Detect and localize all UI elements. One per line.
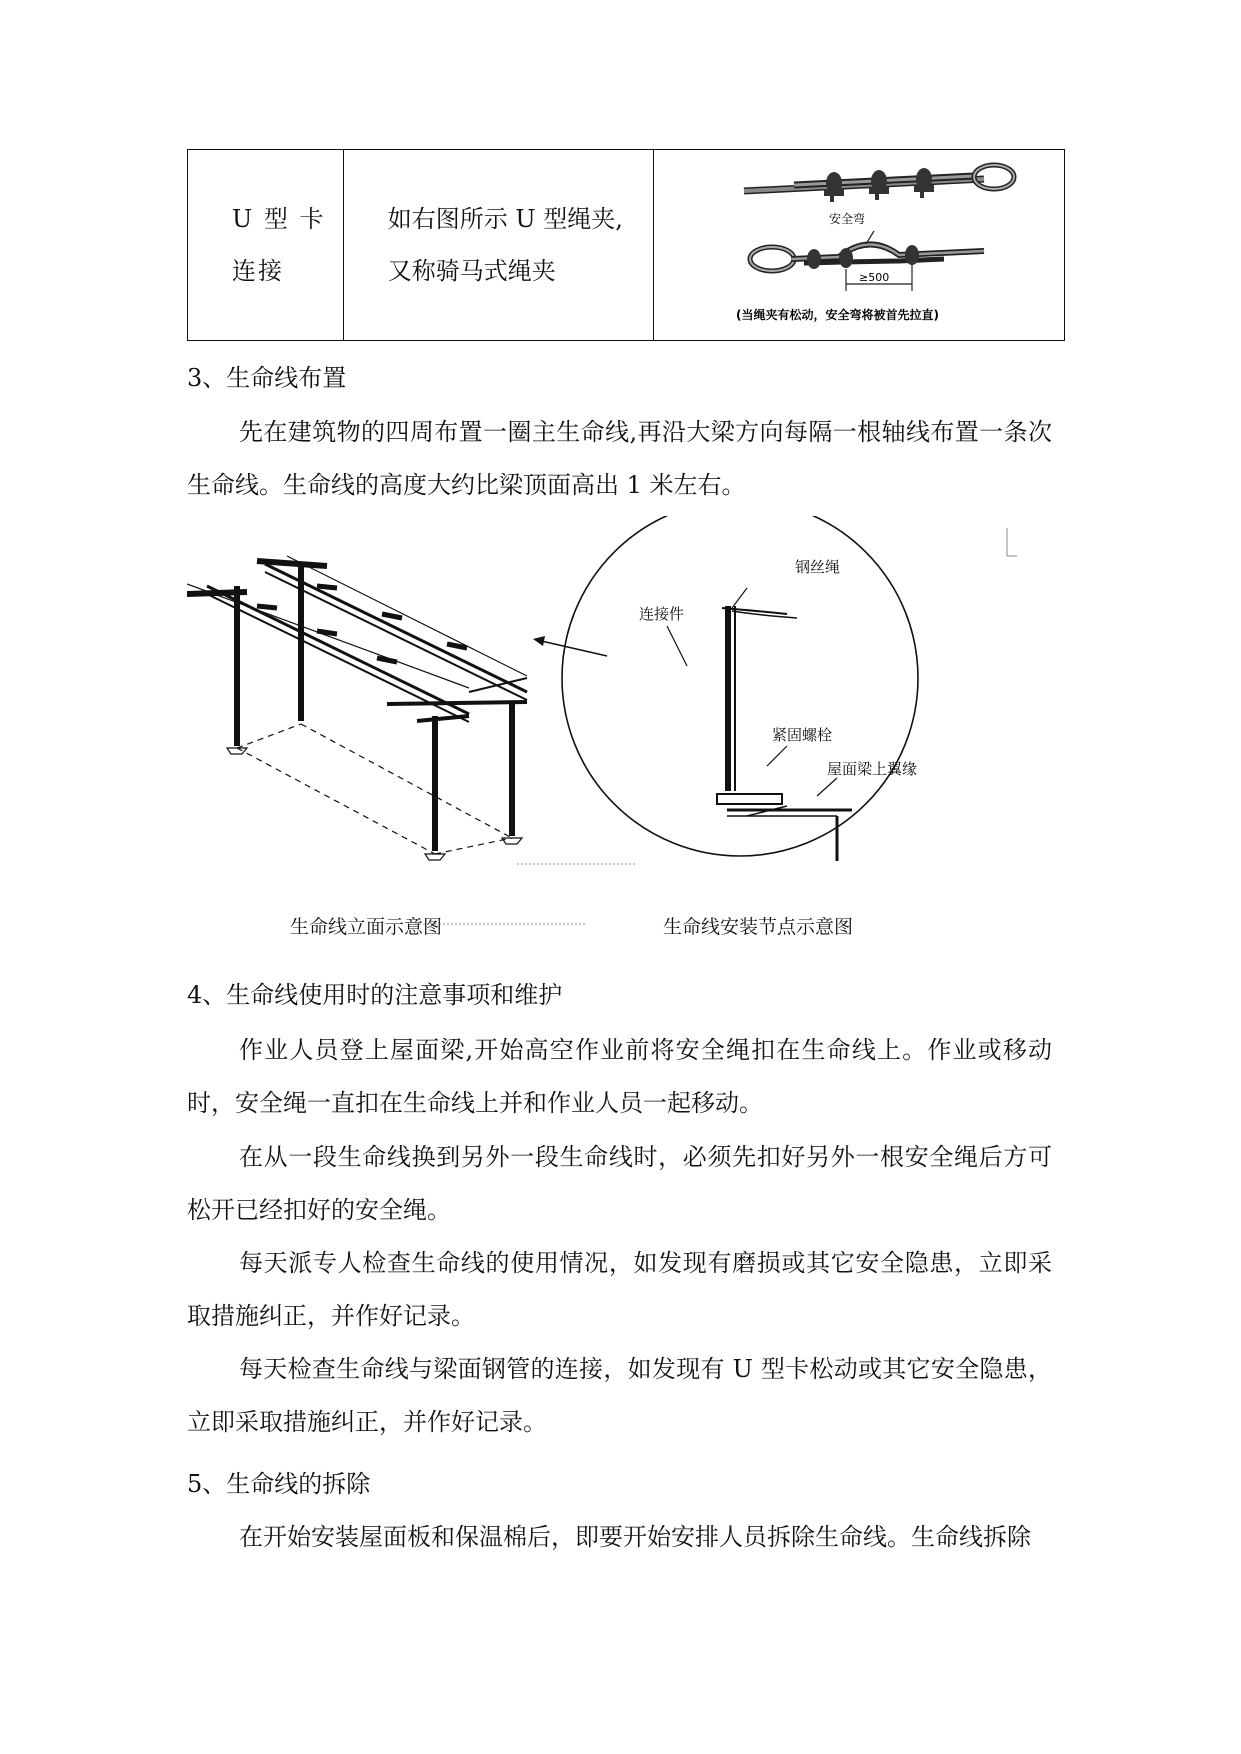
desc-line-2: 又称骑马式绳夹 [387, 257, 556, 285]
connector-label: 连接件 [639, 605, 685, 623]
method-line-1: U 型 卡 [232, 205, 326, 233]
section-4-paragraph-1: 作业人员登上屋面梁,开始高空作业前将安全绳扣在生命线上。作业或移动时，安全绳一直扣在生命线上并和作业人员一起移动。 [187, 1036, 1052, 1117]
distance-label: ≥500 [859, 271, 890, 284]
section-4-paragraph-4: 每天检查生命线与梁面钢管的连接，如发现有 U 型卡松动或其它安全隐患，立即采取措施纠正，并作好记录。 [187, 1355, 1052, 1436]
section-4-paragraph-2: 在从一段生命线换到另外一段生命线时，必须先扣好另外一根安全绳后方可松开已经扣好的安全绳。 [187, 1143, 1052, 1224]
connection-table [187, 149, 1065, 341]
section-4-paragraph-3: 每天派专人检查生命线的使用情况，如发现有磨损或其它安全隐患，立即采取措施纠正，并作好记录。 [187, 1249, 1052, 1330]
rope-bottom [750, 244, 984, 271]
safety-bend-label: 安全弯 [829, 212, 866, 226]
node-caption: 生命线安装节点示意图 [663, 916, 854, 938]
section-5-paragraph: 在开始安装屋面板和保温棉后，即要开始安排人员拆除生命线。生命线拆除 [239, 1523, 1031, 1551]
lifeline-diagram [187, 516, 1067, 936]
flange-label: 屋面梁上翼缘 [827, 760, 918, 778]
method-line-2: 连接 [232, 257, 284, 285]
wire-rope-label: 钢丝绳 [795, 558, 841, 576]
section-3-paragraph: 先在建筑物的四周布置一圈主生命线,再沿大梁方向每隔一根轴线布置一条次生命线。生命线的高度大约比梁顶面高出 1 米左右。 [187, 418, 1052, 499]
section-3-heading: 3、生命线布置 [187, 364, 347, 392]
elevation-frame [187, 556, 527, 860]
pointer-arrow [533, 636, 607, 656]
description-cell [343, 150, 653, 341]
lifeline-figure [187, 516, 1067, 936]
section-5-heading: 5、生命线的拆除 [187, 1470, 371, 1498]
desc-line-1: 如右图所示 U 型绳夹, [387, 205, 623, 233]
u-clip-image-cell [654, 150, 1065, 341]
section-4-heading: 4、生命线使用时的注意事项和维护 [187, 981, 563, 1009]
u-clip-diagram [654, 151, 1064, 339]
bolt-label: 紧固螺栓 [772, 726, 833, 744]
clip-caption: (当绳夹有松动，安全弯将被首先拉直) [736, 308, 939, 322]
method-cell [188, 150, 344, 341]
elevation-caption: 生命线立面示意图 [290, 916, 443, 938]
table-row [188, 150, 1065, 341]
clips-top [824, 168, 934, 202]
